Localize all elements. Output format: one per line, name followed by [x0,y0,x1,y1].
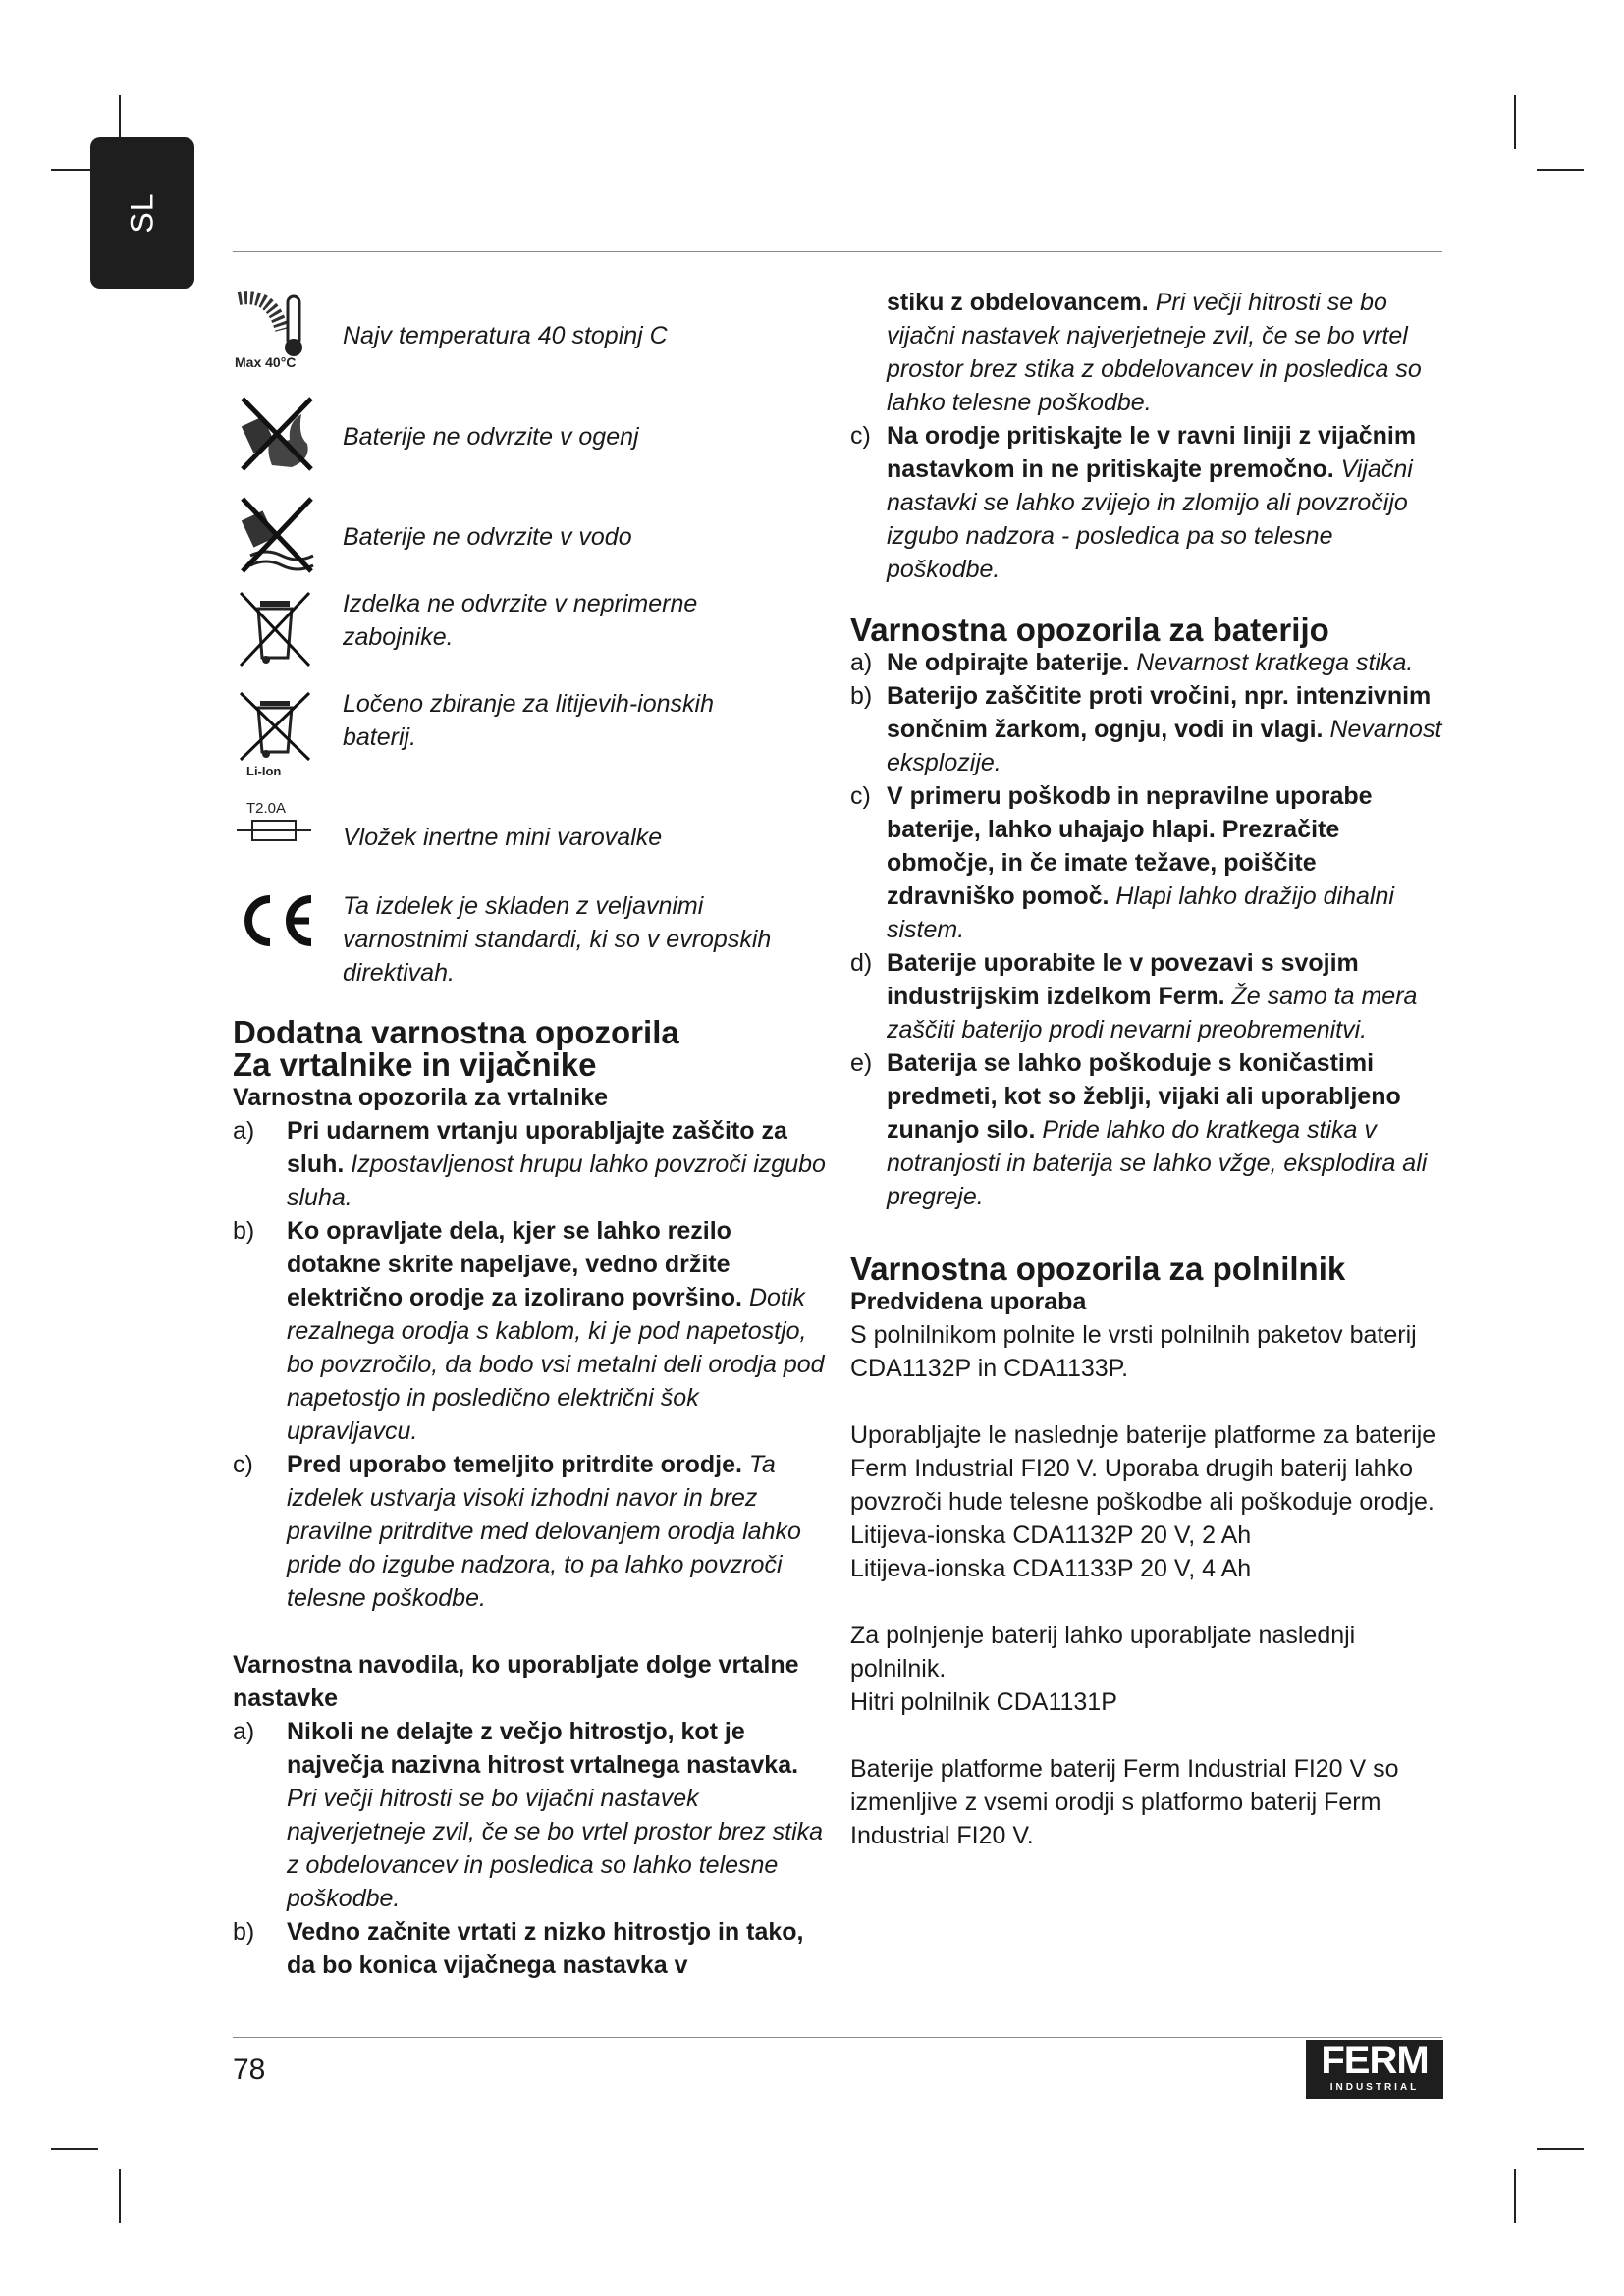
page-number: 78 [233,2054,266,2086]
crop-mark [1514,2169,1516,2223]
crop-mark [1537,169,1584,171]
fuse-icon [233,797,321,852]
language-tab: SL [90,137,194,289]
symbol-text: Baterije ne odvrzite v vodo [343,523,632,551]
thermometer-icon [233,291,321,371]
subheading: Varnostna opozorila za vrtalnike [233,1084,609,1111]
crop-mark [119,2169,121,2223]
svg-text:T2.0A: T2.0A [246,800,287,817]
crossed-bin-icon [233,589,321,667]
symbol-text: Ta izdelek je skladen z veljavnimi varnostnimi standardi, ki so v evropskih direktivah. [343,892,772,987]
list-item: a) Nikoli ne delajte z večjo hitrostjo, kot je največja nazivna hitrost vrtalnega nastavka. Pri večji hitrosti se bo vijačni nastavek najverjetneje zvil, če se bo vrtel prostor brez stika z obdelovancev in posledica so lahko telesne poškodbe. [233,1718,824,1912]
subheading: Predvidena uporaba [850,1288,1087,1315]
bottom-rule [233,2037,1442,2038]
no-water-icon [233,493,321,575]
crop-mark [1537,2148,1584,2150]
crop-mark [1514,95,1516,149]
symbol-text: Vložek inertne mini varovalke [343,824,663,851]
left-column [233,1016,832,1982]
section-heading: Varnostna opozorila za polnilnik [850,1251,1346,1287]
list-item: c) V primeru poškodb in nepravilne uporabe baterije, lahko uhajajo hlapi. Prezračite območje, in če imate težave, poiščite zdravniško pomoč. Hlapi lahko dražijo dihalni sistem. [850,782,1394,943]
symbol-text: Najv temperatura 40 stopinj C [343,322,668,349]
list-item: c) Pred uporabo temeljito pritrdite orodje. Ta izdelek ustvarja visoki izhodni navor in brez pravilne pritrditve med delovanjem orodja lahko pride do izgube nadzora, to pa lahko povzroči telesne poškodbe. [233,1451,801,1612]
section-heading: Za vrtalnike in vijačnike [233,1046,597,1083]
symbol-text: Ločeno zbiranje za litijevih-ionskih baterij. [343,690,714,751]
list-item: c) Na orodje pritiskajte le v ravni liniji z vijačnim nastavkom in ne pritiskajte premočno. Vijačni nastavki se lahko zvijejo in zlomijo ali povzročijo izgubo nadzora - posledica pa so telesne poškodbe. [850,422,1417,583]
paragraph-line: Litijeva-ionska CDA1133P 20 V, 4 Ah [850,1555,1252,1582]
crop-mark [51,2148,98,2150]
paragraph: Uporabljajte le naslednje baterije platforme za baterije Ferm Industrial FI20 V. Uporaba drugih baterij lahko povzroči hude telesne poškodbe ali poškoduje orodje. [850,1421,1436,1516]
list-item: d) Baterije uporabite le v povezavi s svojim industrijskim izdelkom Ferm. Že samo ta mera zaščiti baterijo prodi nevarni preobremenitvi. [850,949,1418,1043]
paragraph-line: Hitri polnilnik CDA1131P [850,1688,1117,1716]
crossed-bin-liion-icon [233,691,321,779]
symbol-text: Izdelka ne odvrzite v neprimerne zabojnike. [343,590,698,651]
list-item: e) Baterija se lahko poškoduje s koničastimi predmeti, kot so žeblji, vijaki ali uporabljeno zunanjo silo. Pride lahko do kratkega stika v notranjosti in baterija se lahko vžge, eksplodira ali pregreje. [850,1049,1428,1210]
ce-mark-icon [233,885,321,954]
paragraph: Za polnjenje baterij lahko uporabljate naslednji polnilnik. [850,1622,1356,1682]
section-heading: Varnostna opozorila za baterijo [850,612,1329,648]
svg-text:Max 40°C: Max 40°C [235,354,297,370]
ferm-logo: FERM INDUSTRIAL [1306,2040,1443,2099]
list-item: b) Vedno začnite vrtati z nizko hitrostjo in tako, da bo konica vijačnega nastavka v [233,1918,804,1979]
subheading: Varnostna navodila, ko uporabljate dolge vrtalne nastavke [233,1651,799,1712]
paragraph-line: Litijeva-ionska CDA1132P 20 V, 2 Ah [850,1522,1252,1549]
list-item: a) Ne odpirajte baterije. Nevarnost kratkega stika. [850,649,1414,676]
section-heading: Dodatna varnostna opozorila [233,1014,679,1050]
no-fire-icon [233,393,321,473]
svg-text:Li-Ion: Li-Ion [246,764,282,778]
list-item: a) Pri udarnem vrtanju uporabljajte zaščito za sluh. Izpostavljenost hrupu lahko povzroči izgubo sluha. [233,1117,826,1211]
paragraph: Baterije platforme baterij Ferm Industrial FI20 V so izmenljive z vsemi orodji s platformo baterij Ferm Industrial FI20 V. [850,1755,1399,1849]
paragraph: S polnilnikom polnite le vrsti polnilnih paketov baterij CDA1132P in CDA1133P. [850,1321,1417,1382]
list-item: b) Baterijo zaščitite proti vročini, npr. intenzivnim sončnim žarkom, ognju, vodi in vlagi. Nevarnost eksplozije. [850,682,1442,776]
top-rule [233,251,1442,252]
symbol-text: Baterije ne odvrzite v ogenj [343,423,639,451]
list-item-continued: stiku z obdelovancem. Pri večji hitrosti se bo vijačni nastavek najverjetneje zvil, če se bo vrtel prostor brez stika z obdelovancev in posledica so lahko telesne poškodbe. [887,289,1422,416]
list-item: b) Ko opravljate dela, kjer se lahko rezilo dotakne skrite napeljave, vedno držite električno orodje za izolirano površino. Dotik rezalnega orodja s kablom, ki je pod napetostjo, bo povzročilo, da bodo vsi metalni deli orodja pod napetostjo in posledično električni šok upravljavcu. [233,1217,825,1445]
right-column [850,286,1443,1852]
